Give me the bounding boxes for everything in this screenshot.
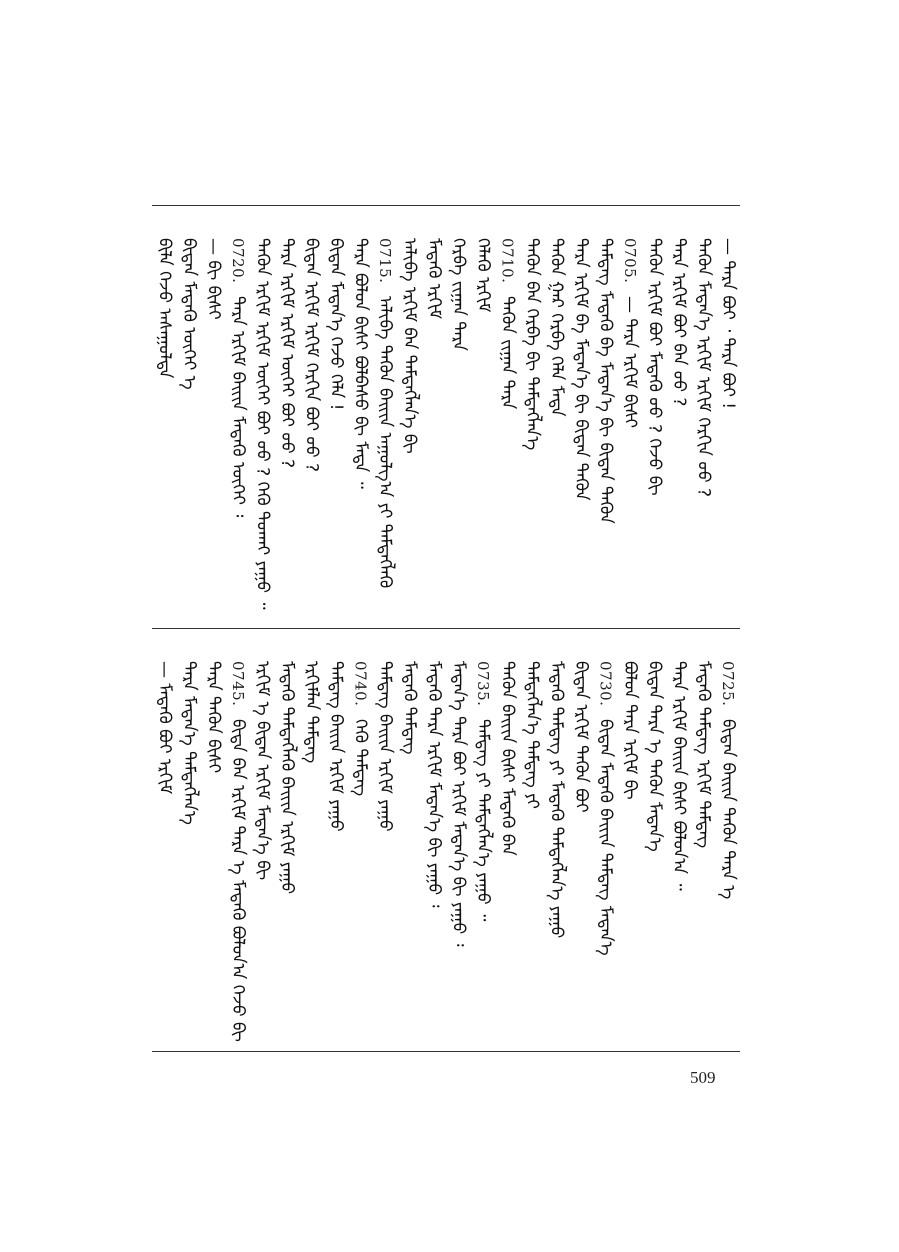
verse-line: ᠲᠡᠮᠳᠡᠭ ᠶᠢ ᠲᠡᠮᠳᠡᠭᠯᠡᠨ᠎ᠡ ᠶᠠᠭᠤ ᠃	[472, 719, 493, 922]
verse-line: ᠪᠢᠳᠡᠨ ᠡᠷᠬᠢᠮ ᠡᠷᠬᠢᠮ ᠬᠡᠷᠬᠢᠨ ᠪᠤᠢ ᠤᠤ ?	[301, 238, 322, 473]
verse-line: ᠲᠡᠭᠦᠨ ᠵᠢᠭᠠᠨ ᠲᠡᠷᠡ	[497, 296, 518, 410]
verse-line: ᠪᠤᠯᠤᠨ ᠲᠡᠷᠡ ᠡᠷᠬᠢᠮ ᠪᠢ	[619, 661, 640, 800]
verse-line: ᠠᠯᠢᠪᠠ ᠲᠡᠭᠦᠨ ᠪᠠᠢᠢᠨ ᠠᠭᠤᠯᠭ᠎ᠠ ᠶᠢ ᠲᠡᠮᠳᠡᠭᠯᠡᠬᠦ	[374, 296, 395, 589]
line-number: 0705.	[620, 238, 639, 284]
verse-line: ᠪᠢᠳᠡᠨ ᠪᠠᠢᠢᠨ ᠲᠡᠭᠦᠨ ᠲᠡᠷᠡ ᠡ	[717, 719, 738, 900]
line-number: 0710.	[498, 238, 517, 284]
verse-line: ᠪᠢᠳᠡᠨ ᠮᠡᠳᠡᠨ᠎ᠡ ᠭᠡᠵᠦ ᠬᠡᠯᠡ !	[325, 238, 346, 411]
verse-line: ᠲᠡᠭᠦᠨ ᠡᠷᠬᠢᠮ ᠡᠷᠬᠢᠮ ᠦᠭᠡᠢ ᠪᠤᠢ ᠤᠤ ? ᠭᠡᠬᠦ ᠲᠤᠬᠠᠢ ᠶᠠᠭᠤ ᠃	[252, 238, 273, 610]
verse-line: ᠮᠡᠳᠡᠬᠦ ᠲᠡᠮᠳᠡᠭᠯᠡᠬᠦ ᠪᠠᠢᠢᠨ ᠡᠷᠬᠢᠮ ᠶᠠᠭᠤ	[276, 661, 297, 895]
upper-text-block	[152, 206, 740, 627]
bottom-rule	[152, 1051, 740, 1052]
verse-line: ᠮᠡᠳᠡᠨ᠎ᠡ ᠲᠡᠷᠡ ᠪᠤᠢ ᠡᠷᠬᠢᠮ ᠮᠡᠳᠡᠨ᠎ᠡ ᠪᠢ ᠶᠠᠭᠤ ᠄	[448, 661, 469, 947]
verse-line: ᠡᠷᠬᠢᠮ ᠡ ᠪᠢᠳᠡᠨ ᠡᠷᠬᠢᠮ ᠮᠡᠳᠡᠨ᠎ᠡ ᠪᠢ	[252, 661, 273, 881]
line-number: 0740.	[351, 661, 370, 707]
verse-line: ᠪᠢᠳᠡᠨ ᠮᠡᠳᠡᠬᠦ ᠪᠠᠢᠢᠨ ᠲᠡᠮᠳᠡᠭ ᠮᠡᠳᠡᠨ᠎ᠡ	[595, 719, 616, 956]
verse-line: ᠲᠡᠷᠡ ᠡᠷᠬᠢᠮ ᠪᠤᠢ ᠪᠠᠨ ᠤᠤ ?	[668, 238, 689, 407]
line-number: 0725.	[718, 661, 737, 707]
verse-line: ᠲᠡᠭᠦᠨ ᠪᠠᠨ ᠬᠡᠷᠪᠡ ᠪᠢ ᠲᠡᠮᠳᠡᠭᠯᠡᠨ᠎ᠡ	[521, 238, 542, 451]
verse-line: ᠲᠡᠷᠡ ᠪᠤᠯᠤᠨ ᠪᠢᠰᠢ ᠪᠣᠯᠪᠠᠰᠤ ᠪᠢ ᠮᠡᠳᠡ ᠃	[350, 238, 371, 489]
line-number: 0720.	[228, 238, 247, 284]
verse-line: ᠠᠯᠢᠪᠠ ᠡᠷᠬᠢᠮ ᠪᠠᠨ ᠲᠡᠮᠳᠡᠭᠯᠡᠨ᠎ᠡ ᠪᠢ	[399, 238, 420, 454]
lower-text-block	[152, 629, 740, 1050]
verse-line: — ᠪᠢ ᠪᠢᠰᠢ	[203, 238, 224, 320]
page-number: 509	[690, 1068, 716, 1087]
verse-line: — ᠲᠡᠷᠡ ᠡᠷᠬᠢᠮ ᠪᠢᠰᠢ	[619, 296, 640, 428]
verse-line: ᠪᠢᠳᠡᠨ ᠡᠷᠬᠢᠮ ᠲᠡᠭᠦᠨ ᠪᠤᠢ	[570, 661, 591, 813]
line-number: 0735.	[473, 661, 492, 707]
verse-line: ᠲᠡᠮᠳᠡᠭ ᠪᠠᠢᠢᠨ ᠡᠷᠬᠢᠮ ᠶᠠᠭᠤ	[325, 661, 346, 832]
verse-line: ᠪᠢᠯᠡ ᠭᠡᠵᠦ ᠠᠰᠠᠭᠤᠯᠲᠠ	[154, 238, 175, 379]
verse-line: — ᠲᠡᠷᠡ ᠪᠤᠢ ᠂ ᠲᠡᠷᠡ ᠪᠤᠢ !	[717, 238, 738, 410]
line-number: 0715.	[375, 238, 394, 284]
verse-line: ᠪᠢᠳᠡ ᠪᠠᠨ ᠡᠷᠬᠢᠮ ᠲᠡᠷᠡ ᠡ ᠮᠡᠳᠡᠬᠦ ᠪᠤᠯᠤᠨ᠎ᠠ ᠭᠡᠵᠦ ᠪᠢ	[227, 719, 248, 1042]
verse-line: ᠲᠡᠷᠡ ᠡᠷᠬᠢᠮ ᠪᠠ ᠮᠡᠳᠡᠨ᠎ᠡ ᠪᠢ ᠪᠢᠳᠡᠨ ᠲᠡᠭᠦᠨ	[570, 238, 591, 501]
verse-line: — ᠮᠡᠳᠡᠬᠦ ᠪᠤᠢ ᠡᠷᠬᠢᠮ	[154, 661, 175, 795]
verse-line: ᠲᠡᠷᠡ ᠡᠷᠬᠢᠮ ᠪᠠᠢᠢᠨ ᠮᠡᠳᠡᠬᠦ ᠦᠭᠡᠢ ᠄	[227, 296, 248, 518]
verse-line: ᠲᠡᠷᠡ ᠲᠡᠭᠦᠨ ᠪᠢᠰᠢ	[203, 661, 224, 774]
verse-line: ᠮᠡᠳᠡᠬᠦ ᠲᠡᠮᠳᠡᠭ	[399, 661, 420, 755]
verse-line: ᠮᠡᠳᠡᠬᠦ ᠲᠡᠷᠡ ᠡᠷᠬᠢᠮ ᠮᠡᠳᠡᠨ᠎ᠡ ᠪᠢ ᠶᠠᠭᠤ ᠄	[423, 661, 444, 908]
verse-line: ᠬᠡᠯᠡᠬᠦ ᠡᠷᠬᠢᠮ	[472, 238, 493, 313]
verse-line: ᠡᠷᠬᠢᠮᠯᠡᠨ ᠲᠡᠮᠳᠡᠭ	[301, 661, 322, 764]
line-number: 0730.	[596, 661, 615, 707]
verse-line: ᠲᠡᠭᠦᠨ ᠪᠠᠢᠢᠨ ᠪᠢᠰᠢ ᠮᠡᠳᠡᠬᠦ ᠪᠠᠨ	[497, 661, 518, 856]
verse-line: ᠪᠢᠳᠡᠨ ᠲᠡᠷᠡ ᠡ ᠲᠡᠭᠦᠨ ᠮᠡᠳᠡᠨ᠎ᠡ	[644, 661, 665, 852]
verse-line: ᠲᠡᠷᠡ ᠡᠷᠬᠢᠮ ᠡᠷᠬᠢᠮ ᠦᠭᠡᠢ ᠪᠤᠢ ᠤᠤ ?	[276, 238, 297, 469]
verse-line: ᠭᠡᠬᠦ ᠲᠡᠮᠳᠡᠭ	[350, 719, 371, 797]
verse-line: ᠲᠡᠮᠳᠡᠭᠯᠡᠨ᠎ᠡ ᠲᠡᠮᠳᠡᠭ ᠶᠢ	[521, 661, 542, 809]
verse-line: ᠲᠡᠷᠡ ᠮᠡᠳᠡᠨ᠎ᠡ ᠲᠡᠮᠳᠡᠭᠯᠡᠨ᠎ᠡ	[178, 661, 199, 825]
verse-line: ᠲᠡᠮᠳᠡᠭ ᠮᠡᠳᠡᠬᠦ ᠪᠠ ᠮᠡᠳᠡᠨ᠎ᠡ ᠪᠢ ᠪᠢᠳᠡᠨ ᠲᠡᠭᠦᠨ	[595, 238, 616, 524]
verse-line: ᠲᠡᠭᠦᠨ ᠡᠷᠬᠢᠮ ᠪᠤᠢ ᠮᠡᠳᠡᠬᠦ ᠤᠤ ? ᠭᠡᠵᠦ ᠪᠢ	[644, 238, 665, 496]
verse-line: ᠮᠡᠳᠡᠬᠦ ᠲᠡᠮᠳᠡᠭ ᠶᠢ ᠮᠡᠳᠡᠬᠦ ᠲᠡᠮᠳᠡᠭᠯᠡᠨ᠎ᠡ ᠶᠠᠭᠤ	[546, 661, 567, 939]
verse-line: ᠲᠡᠭᠦᠨ ᠭᠠᠷ ᠬᠡᠷᠪᠡ ᠬᠡᠯᠡ ᠮᠡᠳᠡ	[546, 238, 567, 417]
verse-line: ᠲᠡᠷᠡ ᠡᠷᠬᠢᠮ ᠪᠠᠢᠢᠨ ᠪᠢᠰᠢ ᠪᠤᠯᠤᠨ᠎ᠠ ᠃	[668, 661, 689, 891]
verse-line: ᠬᠡᠷᠪᠡ ᠵᠢᠭᠠᠨ ᠲᠡᠷᠡ	[448, 238, 469, 351]
line-number: 0745.	[228, 661, 247, 707]
verse-line: ᠮᠡᠳᠡᠬᠦ ᠲᠡᠮᠳᠡᠭ ᠡᠷᠬᠢᠮ ᠲᠡᠮᠳᠡᠭ	[693, 661, 714, 849]
verse-line: ᠮᠡᠳᠡᠬᠦ ᠡᠷᠬᠢᠮ	[423, 238, 444, 319]
verse-line: ᠪᠢᠳᠡᠨ ᠮᠡᠳᠡᠬᠦ ᠦᠭᠡᠢ ᠡ	[178, 238, 199, 390]
verse-line: ᠲᠡᠭᠦᠨ ᠮᠡᠳᠡᠨ᠎ᠡ ᠡᠷᠬᠢᠮ ᠡᠷᠬᠢᠮ ᠬᠡᠷᠬᠢᠨ ᠤᠤ ?	[693, 238, 714, 498]
verse-line: ᠲᠡᠮᠳᠡᠭ ᠪᠠᠢᠢᠨ ᠡᠷᠬᠢᠮ ᠶᠠᠭᠤ	[374, 661, 395, 832]
